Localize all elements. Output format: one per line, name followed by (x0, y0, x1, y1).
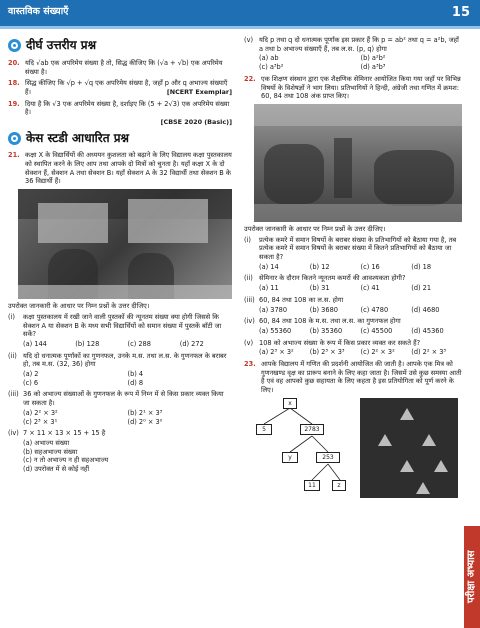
option[interactable]: (b) 12 (309, 262, 330, 271)
section-title: दीर्घ उत्तरीय प्रश्न (26, 38, 97, 52)
options-list (23, 370, 232, 387)
option[interactable]: (d) 18 (411, 262, 432, 271)
sub-question-ii: (ii) यदि दो धनात्मक पूर्णांकों का गुणनफल, उनके म.स. तथा ल.स. के गुणनफल के बराबर हो, तब म.स. (32, 36) होगा (8, 352, 232, 369)
option[interactable]: (a) अभाज्य संख्या (23, 438, 70, 447)
option[interactable]: (d) 45360 (411, 326, 444, 335)
star-factor-tree-photo (360, 398, 458, 498)
question-text: सिद्ध कीजिए कि √p + √q एक अपरिमेय संख्या है, जहाँ p और q अभाज्य संख्याएँ हैं। (25, 79, 228, 96)
question-text: एक शिक्षण संस्थान द्वारा एक शैक्षणिक सेमिनार आयोजित किया गया जहाँ पर विभिन्न विषयों के विशेषज्ञों ने भाग लिया। प्रतिभागियों ने हिन्दी, अंग्रेजी तथा गणित में क्रमश: 60, 84 तथा 108 अंक प्राप्त किए। (261, 74, 461, 101)
library-photo (18, 189, 232, 299)
option[interactable]: (a) 55360 (259, 326, 292, 335)
sub-question-iv: (iv) 60, 84 तथा 108 के म.स. तथा ल.स. का गुणनफल होगा (244, 317, 401, 326)
sub-question-text: 7 × 11 × 13 × 15 + 15 है (23, 429, 106, 438)
question-number: 20. (8, 58, 20, 67)
target-icon (8, 39, 21, 52)
option[interactable]: (d) a³b³ (360, 63, 386, 72)
option[interactable]: (d) 2⁰ × 3⁰ (127, 417, 163, 426)
option[interactable]: (c) 6 (23, 378, 39, 387)
sub-question-ii: (ii) सेमिनार के दौरान कितने न्यूनतम कमरों की आवश्यकता होगी? (244, 274, 406, 283)
tree-node: y (282, 452, 298, 463)
option[interactable]: (b) 31 (309, 284, 330, 293)
tree-node: 253 (316, 452, 340, 463)
options-list (23, 340, 232, 349)
options-list (259, 54, 462, 71)
option[interactable]: (c) 2² × 3² (360, 348, 395, 357)
option[interactable]: (d) 21 (411, 284, 432, 293)
question-number: 19. (8, 99, 20, 108)
case-instruction: उपरोक्त जानकारी के आधार पर निम्न प्रश्नों के उत्तर दीजिए। (244, 224, 386, 233)
page-header (0, 0, 480, 26)
options-list (259, 263, 462, 272)
option[interactable]: (c) a³b² (259, 63, 284, 72)
right-column (244, 34, 462, 498)
seminar-photo (254, 104, 462, 222)
sub-question-i: (i) कक्षा पुस्तकालय में रखी जाने वाली पुस्तकों की न्यूनतम संख्या क्या होगी जिससे कि सेक्शन A या सेक्शन B के मध्य सभी विद्यार्थियों को समान संख्या में पुस्तकें बाँटी जा सकें? (8, 313, 232, 339)
option[interactable]: (b) 4 (127, 370, 144, 379)
case-instruction: उपरोक्त जानकारी के आधार पर निम्न प्रश्नों के उत्तर दीजिए। (8, 302, 150, 311)
option[interactable]: (b) 35360 (309, 326, 343, 335)
sub-question-text: 36 को अभाज्य संख्याओं के गुणनफल के रूप में निम्न में से किस प्रकार व्यक्त किया जा सकता है। (23, 390, 224, 408)
chapter-title: वास्तविक संख्याएँ (8, 6, 69, 17)
option[interactable]: (b) 128 (75, 339, 100, 348)
question-18 (8, 79, 232, 96)
option[interactable]: (c) न तो अभाज्य न ही सहअभाज्य (23, 456, 109, 465)
option[interactable]: (c) 288 (127, 339, 151, 348)
tree-node-root: x (283, 398, 297, 409)
question-19 (8, 100, 232, 117)
options-list (23, 409, 232, 426)
sub-question-i: (i) प्रत्येक कमरे में समान विषयों के बराबर संख्या के प्रतिभागियों को बैठाया गया है, तब प्रत्येक कमरे में समान विषयों के बराबर संख्या में कितने प्रतिभागियों को बैठाया जा सकता है? (244, 236, 462, 262)
option[interactable]: (a) 11 (259, 284, 279, 293)
option[interactable]: (b) 3680 (309, 305, 338, 314)
option[interactable]: (a) 3780 (259, 305, 288, 314)
factor-tree-figure (250, 398, 458, 498)
question-23 (244, 360, 462, 395)
sub-question-text: 60, 84 तथा 108 का ल.स. होगा (259, 295, 344, 304)
sub-question-iii: (iii) 60, 84 तथा 108 का ल.स. होगा (244, 295, 344, 304)
tree-node: 5 (256, 424, 272, 435)
option[interactable]: (b) a²b² (360, 54, 386, 63)
question-text: कक्षा X के विद्यार्थियों की अध्ययन कुशलता को बढ़ाने के लिए विद्यालय कक्षा पुस्तकालय को स्थापित करने के लिए आप तथा आपके दो मित्रों को चुनता है। यहाँ कक्षा X के दो सेक्शन हैं, सेक्शन A तथा सेक्शन B। यहाँ सेक्शन A के 32 विद्यार्थी तथा सेक्शन B के 36 विद्यार्थी हैं। (25, 151, 232, 186)
options-list (259, 284, 462, 293)
sub-question-text: यदि p तथा q दो धनात्मक पूर्णांक इस प्रकार हैं कि p = ab² तथा q = a²b, जहाँ a तथा b अभाज्य संख्याएँ हैं, तब ल.स. (p, q) होगा (259, 36, 459, 53)
option[interactable]: (b) 2¹ × 3³ (127, 408, 163, 417)
question-number: 18. (8, 79, 20, 88)
question-text: दिया है कि √3 एक अपरिमेय संख्या है, दर्शाइए कि (5 + 2√3) एक अपरिमेय संख्या है। (25, 99, 230, 117)
tree-node: 11 (304, 480, 320, 491)
question-21 (8, 151, 232, 186)
question-20 (8, 59, 232, 76)
options-list (259, 348, 462, 357)
sub-question-v: (v) यदि p तथा q दो धनात्मक पूर्णांक इस प्रकार हैं कि p = ab² तथा q = a²b, जहाँ a तथा b अभाज्य संख्याएँ हैं, तब ल.स. (p, q) होगा (244, 36, 462, 53)
option[interactable]: (c) 4780 (360, 305, 389, 314)
sub-question-text: सेमिनार के दौरान कितने न्यूनतम कमरों की आवश्यकता होगी? (259, 274, 406, 283)
option[interactable]: (d) 2² × 3³ (411, 348, 447, 357)
option[interactable]: (d) 8 (127, 378, 144, 387)
option[interactable]: (c) 45500 (360, 326, 393, 335)
option[interactable]: (d) 272 (179, 339, 204, 348)
source-reference: [NCERT Exemplar] (166, 87, 232, 96)
options-list (23, 439, 232, 474)
question-number: 23. (244, 360, 256, 369)
option[interactable]: (a) 144 (23, 339, 47, 348)
source-reference: [CBSE 2020 (Basic)] (160, 118, 232, 127)
sub-question-iv: (iv) 7 × 11 × 13 × 15 + 15 है (8, 429, 106, 438)
section-title: केस स्टडी आधारित प्रश्न (26, 130, 130, 145)
option[interactable]: (a) 14 (259, 262, 279, 271)
question-22 (244, 75, 462, 101)
target-icon (8, 132, 21, 145)
left-column (8, 34, 232, 477)
sub-question-v: (v) 108 को अभाज्य संख्या के रूप में किस प्रकार व्यक्त कर सकते हैं? (244, 338, 421, 347)
option[interactable]: (a) 2² × 3² (23, 408, 58, 417)
sub-question-text: प्रत्येक कमरे में समान विषयों के बराबर संख्या के प्रतिभागियों को बैठाया गया है, तब प्रत्येक कमरे में समान विषयों के बराबर संख्या में कितने प्रतिभागियों को बैठाया जा सकता है? (259, 235, 457, 262)
option[interactable]: (a) 2³ × 3² (259, 348, 294, 357)
option[interactable]: (a) ab (259, 54, 279, 63)
option[interactable]: (b) 2³ × 3³ (309, 348, 345, 357)
options-list (259, 327, 462, 336)
section-case-study-heading (8, 131, 232, 147)
header-band (0, 26, 480, 29)
tree-node: 2783 (300, 424, 324, 435)
option[interactable]: (d) उपरोक्त में से कोई नहीं (23, 465, 90, 474)
option[interactable]: (c) 2³ × 3¹ (23, 417, 58, 426)
sub-question-text: 108 को अभाज्य संख्या के रूप में किस प्रकार व्यक्त कर सकते हैं? (259, 338, 421, 347)
sub-question-text: 60, 84 तथा 108 के म.स. तथा ल.स. का गुणनफल होगा (259, 317, 401, 326)
tree-node: z (332, 480, 346, 491)
section-long-answer-heading (8, 38, 232, 54)
exam-practice-tab: परीक्षा अभ्यास (464, 526, 480, 628)
page-number: 15 (451, 5, 470, 20)
factor-tree (250, 398, 348, 498)
sub-question-text: कक्षा पुस्तकालय में रखी जाने वाली पुस्तकों की न्यूनतम संख्या क्या होगी जिससे कि सेक्शन A या सेक्शन B के मध्य सभी विद्यार्थियों को समान संख्या में पुस्तकें बाँटी जा सकें? (23, 312, 222, 339)
option[interactable]: (b) सहअभाज्य संख्या (23, 447, 78, 456)
sub-question-text: यदि दो धनात्मक पूर्णांकों का गुणनफल, उनके म.स. तथा ल.स. के गुणनफल के बराबर हो, तब म.स. (32, 36) होगा (23, 351, 227, 369)
option[interactable]: (c) 16 (360, 262, 380, 271)
option[interactable]: (a) 2 (23, 370, 39, 379)
question-number: 22. (244, 74, 256, 83)
question-number: 21. (8, 151, 20, 160)
sub-question-iii: (iii) 36 को अभाज्य संख्याओं के गुणनफल के रूप में निम्न में से किस प्रकार व्यक्त किया जा सकता है। (8, 390, 232, 407)
question-text: यदि √ab एक अपरिमेय संख्या है तो, सिद्ध कीजिए कि (√a + √b) एक अपरिमेय संख्या है। (25, 58, 223, 76)
question-text: आपके विद्यालय में गणित की प्रदर्शनी आयोजित की जाती है। आपके एक मित्र को गुणनखण्ड वृक्ष का प्रारूप बनाने के लिए कहा जाता है। जिसमें उसे कुछ समस्या आती है एवं वह आपको कुछ सहायता के लिए कहता है इस प्रतियोगिता को पूर्ण करने के लिए। (261, 360, 462, 395)
options-list (259, 306, 462, 315)
option[interactable]: (d) 4680 (411, 305, 440, 314)
option[interactable]: (c) 41 (360, 284, 380, 293)
